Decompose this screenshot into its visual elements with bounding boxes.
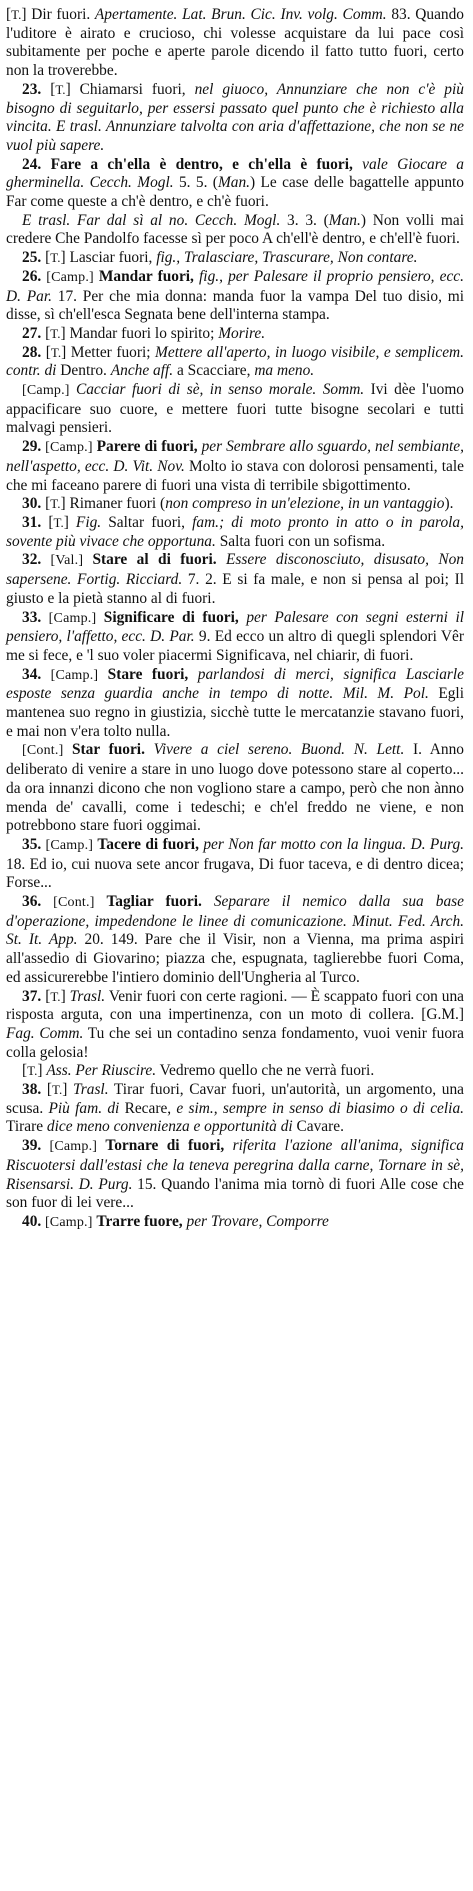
entry-number: 38. <box>22 1081 42 1099</box>
entry-text: Dentro. <box>56 362 111 380</box>
author-tag: T. <box>50 325 61 341</box>
entry-italic-text: e sim., sempre in senso di biasimo o di celia. <box>176 1099 464 1117</box>
entry-headword: Tagliar fuori. <box>106 893 202 911</box>
source-tag: [Cont.] <box>41 895 107 911</box>
entry-italic-text: Man. <box>217 174 250 192</box>
author-tag: T. <box>50 250 61 266</box>
entry-italic-text: ma meno. <box>254 362 315 380</box>
entry-number: 29. <box>22 438 42 456</box>
entry-text: 3. 3. ( <box>280 211 329 229</box>
entry-italic-text: Trasl. <box>73 1081 109 1099</box>
entry-text: ] Metter fuori; <box>61 343 156 361</box>
entry-text: 15. Quando l'anima mia tornò di fuori Alle cose che son fuor di lei vere... <box>6 1175 464 1212</box>
entry-italic-text: Trasl. <box>69 987 106 1005</box>
entry-text: [ <box>6 6 12 23</box>
entry-text: Venir fuori con certe ragioni. — È scappato fuori con una risposta arguta, con una impertinenza, con un moto di collera. [G.M.] <box>6 987 465 1024</box>
author-tag: T. <box>52 1082 63 1098</box>
entry-text: [ <box>22 1062 28 1080</box>
dictionary-entry <box>6 381 464 438</box>
entry-number: 33. <box>22 608 42 626</box>
entry-number: 30. <box>22 495 42 513</box>
entry-number: 27. <box>22 324 42 342</box>
entry-text: ] Lasciar fuori, <box>60 249 157 267</box>
entry-text: 17. Per che mia donna: manda fuor la vampa Del tuo disio, mi disse, sì ch'ell'esca Segnata bene dell'interna stampa. <box>6 287 464 324</box>
entry-italic-text: Separare il nemico dalla sua base d'operazione, impedendone le linee di comunicazione. Minut. Fed. Arch. St. It. App. <box>6 893 464 949</box>
entry-text: 7. 2. E si fa male, e non si pensa al poi; Il giusto e la pietà stanno al di fuori. <box>6 571 464 607</box>
dictionary-entry <box>6 325 464 344</box>
entry-text: 83. Quando l'uditore è airato e crucioso, chi volesse acquistare da lui pace così subitamente per poche e aperte parole dicendo il fatto tutto fuori, certo non la troverebbe. <box>6 6 464 80</box>
dictionary-entry <box>6 268 464 325</box>
entry-text <box>41 156 50 173</box>
entry-text: I. Anno deliberato di venire a stare in uno luogo dove potessono stare al coperto... da ora innanzi dicono che non vogliono stare a campo, però che non ànno menda de' cavalli, come i tedeschi; e ch'el freddo ne viene, e non potrebbono stare fuori oggimai. <box>6 741 464 835</box>
author-tag: T. <box>50 496 61 512</box>
entry-text: ). <box>444 495 454 513</box>
entry-text: 20. 149. Pare che il Visir, non a Vienna, ma prima aspiri all'assedio di Giovarino; piazza che, espugnata, taglierebbe fuori Coma, ed assicurerebbe l'intiero dominio dell'Ungheria al Turco. <box>6 931 465 986</box>
entry-text: a Scacciare, <box>173 362 255 380</box>
source-tag: [Camp.] <box>41 440 97 456</box>
source-tag: [Camp.] <box>41 1139 106 1155</box>
entry-italic-text: Ass. Per Riuscire. <box>46 1062 157 1080</box>
entry-italic-text: Man. <box>328 211 361 229</box>
entry-headword: Stare al di fuori. <box>92 551 217 569</box>
entry-text: Vedremo quello che ne verrà fuori. <box>156 1062 375 1080</box>
entry-italic-text: Anche aff. <box>110 362 174 380</box>
source-tag: [Cont.] <box>22 743 72 759</box>
entry-italic-text: E trasl. Far dal sì al no. Cecch. Mogl. <box>22 211 281 229</box>
entry-italic-text: dice meno convenienza e opportunità di <box>46 1118 293 1136</box>
dictionary-entry <box>6 988 464 1063</box>
entry-italic-text: per Trovare, Comporre <box>182 1213 329 1230</box>
dictionary-entry <box>6 81 464 156</box>
entry-headword: Parere di fuori, <box>96 438 198 456</box>
source-tag: [Camp.] <box>41 837 98 853</box>
entry-italic-text: fig., Tralasciare, Trascurare, Non contare. <box>156 249 418 267</box>
entry-text: [ <box>41 495 51 513</box>
entry-text: ] <box>60 987 70 1005</box>
dictionary-entry <box>6 836 464 893</box>
entry-headword: Stare fuori, <box>107 665 189 683</box>
entry-italic-text: non compreso in un'elezione, in un vantaggio <box>165 495 445 513</box>
author-tag: T. <box>27 1063 38 1079</box>
dictionary-entry <box>6 344 464 381</box>
entry-text: Tirare <box>6 1118 47 1136</box>
dictionary-column <box>6 6 464 1233</box>
entry-number: 31. <box>22 513 42 531</box>
entry-text: ] Mandar fuori lo spirito; <box>60 324 219 342</box>
entry-text: 5. 5. ( <box>173 174 218 192</box>
entry-text: ) Non volli mai credere Che Pandolfo facesse sì per poco A ch'ell'è dentro, e ch'ell'è fuori. <box>6 211 464 248</box>
entry-italic-text: per Palesare con segni esterni il pensiero, l'affetto, ecc. D. Par. <box>6 608 464 646</box>
dictionary-entry <box>6 495 464 514</box>
entry-italic-text: Essere disconosciuto, disusato, Non sapersene. Fortig. Ricciard. <box>6 551 465 589</box>
entry-italic-text: riferita l'azione all'anima, significa Riscuotersi dall'estasi che la teneva peregrina dalla carne, Tornare in sè, Risensarsi. D. Purg. <box>6 1137 464 1193</box>
entry-number: 26. <box>22 267 42 285</box>
entry-text: ] Chiamarsi fuori, <box>65 80 195 98</box>
entry-text: [ <box>41 1081 53 1099</box>
entry-italic-text: Cacciar fuori di sè, in senso morale. Somm. <box>75 381 365 399</box>
entry-text: ] <box>37 1062 47 1080</box>
dictionary-entry <box>6 212 464 249</box>
source-tag: [Camp.] <box>22 383 76 399</box>
dictionary-entry <box>6 1062 464 1081</box>
entry-text: [ <box>41 249 51 267</box>
dictionary-entry <box>6 1137 464 1213</box>
entry-headword: Tacere di fuori, <box>97 835 199 853</box>
dictionary-entry <box>6 609 464 666</box>
entry-italic-text: Più fam. di <box>48 1099 120 1117</box>
entry-italic-text: Fag. Comm. <box>6 1024 84 1042</box>
entry-text: Tirar fuori, Cavar fuori, un'autorità, un argomento, una scusa. <box>6 1081 464 1117</box>
author-tag: T. <box>50 988 61 1004</box>
entry-headword: Star fuori. <box>71 741 145 759</box>
entry-number: 28. <box>22 343 42 361</box>
entry-italic-text: Apertamente. Lat. Brun. Cic. Inv. volg. Comm. <box>94 6 387 23</box>
entry-italic-text: fam.; di moto pronto in atto o in parola, sovente più vivace che opportuna. <box>6 513 464 550</box>
author-tag: T. <box>50 344 62 360</box>
source-tag: [Camp.] <box>41 667 108 683</box>
author-tag: T. <box>53 514 64 530</box>
entry-number: 32. <box>22 551 42 569</box>
source-tag: [Val.] <box>41 553 93 569</box>
entry-headword: Significare di fuori, <box>103 608 239 626</box>
dictionary-entry <box>6 514 464 551</box>
entry-text: ] <box>62 1081 74 1099</box>
entry-number: 25. <box>22 249 42 267</box>
entry-italic-text: vale Giocare a gherminella. Cecch. Mogl. <box>6 155 464 192</box>
entry-italic-text: per Sembrare allo sguardo, nel sembiante, nell'aspetto, ecc. D. Vit. Nov. <box>6 438 464 475</box>
entry-text: [ <box>41 513 54 531</box>
entry-text: 9. Ed ecco un altro di quegli splendori Vêr me si fece, e 'l suo voler piacermi Significava, nel chiarir, di fuori. <box>6 628 464 664</box>
entry-italic-text: Morire. <box>218 324 266 342</box>
entry-text: [ <box>41 80 56 98</box>
entry-number: 35. <box>22 835 42 853</box>
dictionary-entry <box>6 1081 464 1137</box>
dictionary-entry <box>6 438 464 495</box>
entry-text: [ <box>41 987 51 1005</box>
entry-headword: Tornare di fuori, <box>105 1137 225 1155</box>
entry-text: Saltar fuori, <box>101 513 193 531</box>
entry-text: [ <box>41 343 51 361</box>
entry-italic-text: Mettere all'aperto, in luogo visibile, e semplicem. contr. di <box>6 343 464 380</box>
dictionary-entry <box>6 6 464 81</box>
entry-text: Egli mantenea suo regno in giustizia, sicchè tutte le mercatanzie stavano fuori, e mai non v'era tolto nulla. <box>6 685 464 740</box>
entry-text: [ <box>41 324 51 342</box>
entry-italic-text: Fig. <box>75 513 102 531</box>
entry-headword: Mandar fuori, <box>98 267 194 285</box>
entry-number: 24. <box>22 155 42 173</box>
entry-italic-text: fig., per Palesare il proprio pensiero, ecc. D. Par. <box>6 267 464 305</box>
dictionary-entry <box>6 893 464 988</box>
dictionary-entry <box>6 666 464 742</box>
author-tag: T. <box>11 7 22 22</box>
entry-text: Recare, <box>119 1099 177 1117</box>
entry-number: 34. <box>22 665 42 683</box>
source-tag: [Camp.] <box>41 610 104 626</box>
source-tag: [Camp.] <box>41 1215 97 1230</box>
entry-italic-text: parlandosi di merci, significa Lasciarle esposte senza guardia anche in tempo di notte. Mil. M. Pol. <box>6 665 464 703</box>
entry-number: 40. <box>22 1213 42 1230</box>
dictionary-entry <box>6 249 464 268</box>
dictionary-entry <box>6 741 464 836</box>
author-tag: T. <box>55 81 66 97</box>
entry-headword: Fare a ch'ella è dentro, e ch'ella è fuori, <box>50 155 353 173</box>
entry-text: Molto io stava con dolorosi pensamenti, tale che mi faceano parere di fuori una vista di terribile sbigottimento. <box>6 457 464 494</box>
source-tag: [Camp.] <box>41 269 99 285</box>
entry-text: Tu che sei un contadino senza fondamento, vuoi venir fuora colla gelosia! <box>6 1024 464 1061</box>
entry-text: ) Le case delle bagattelle appunto Far come queste a ch'è dentro, e ch'è fuori. <box>6 174 464 211</box>
entry-italic-text: nel giuoco, Annunziare che non c'è più bisogno di seguitarlo, per essersi passato quel punto che è richiesto alla vincita. E trasl. Annunziare talvolta con aria d'affettazione, che non se ne vuol più sapere. <box>6 80 464 154</box>
entry-headword: Trarre fuore, <box>96 1213 183 1230</box>
entry-text: ] <box>63 513 76 531</box>
entry-text: Ivi dèe l'uomo appacificare suo cuore, e mettere fuori tutte bisogne secolari e tutti malvagi pensieri. <box>6 381 465 437</box>
dictionary-entry <box>6 1213 464 1233</box>
entry-number: 39. <box>22 1137 42 1155</box>
entry-number: 37. <box>22 987 42 1005</box>
entry-text: 18. Ed io, cui nuova sete ancor frugava, Di fuor taceva, e di dentro dicea; Forse... <box>6 855 464 892</box>
entry-text: ] Rimaner fuori ( <box>60 495 166 513</box>
entry-number: 36. <box>22 893 42 911</box>
entry-text: ] Dir fuori. <box>21 6 95 23</box>
dictionary-entry <box>6 156 464 212</box>
entry-italic-text: per Non far motto con la lingua. D. Purg. <box>198 835 464 853</box>
entry-number: 23. <box>22 80 42 98</box>
entry-text: Cavare. <box>292 1118 344 1136</box>
entry-italic-text: Vivere a ciel sereno. Buond. N. Lett. <box>144 741 405 759</box>
entry-text: Salta fuori con un sofisma. <box>215 532 386 550</box>
dictionary-entry <box>6 551 464 608</box>
